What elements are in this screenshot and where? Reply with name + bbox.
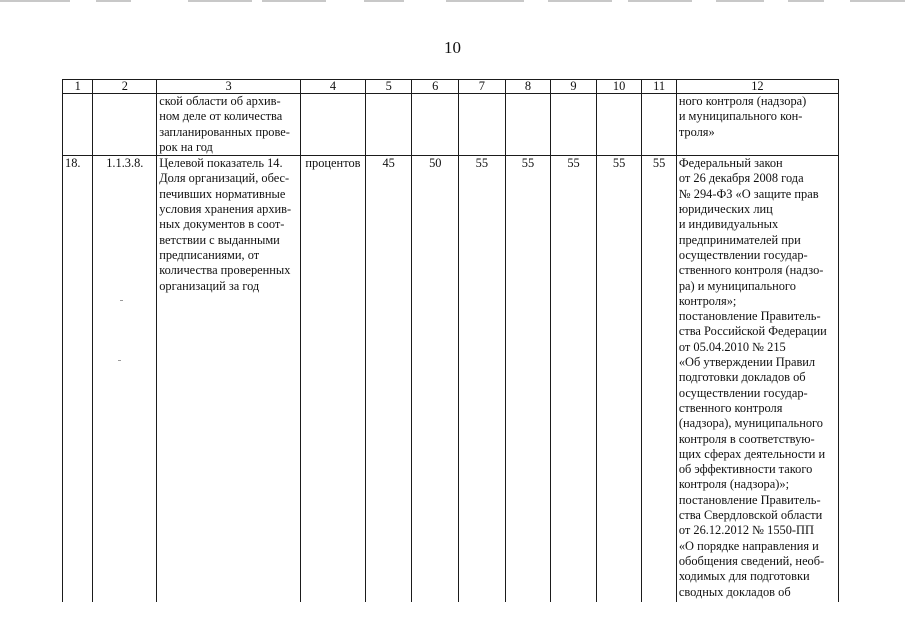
scan-edge-mark bbox=[262, 0, 326, 2]
text-line: контроля (надзора)»; bbox=[678, 477, 790, 492]
text-line: Федеральный закон bbox=[678, 156, 783, 171]
table-cell bbox=[63, 94, 93, 156]
text-line: от 05.04.2010 № 215 bbox=[678, 339, 786, 354]
scan-edge-mark bbox=[96, 0, 131, 2]
indicator-name-cell bbox=[157, 156, 301, 602]
value-cell: 55 bbox=[596, 156, 642, 602]
table-cell bbox=[412, 94, 459, 156]
table-cell bbox=[642, 94, 676, 156]
text-line: троля» bbox=[678, 124, 715, 139]
scan-edge-mark bbox=[716, 0, 764, 2]
text-line: Доля организаций, обес- bbox=[159, 171, 290, 186]
text-line: сводных докладов об bbox=[678, 584, 791, 599]
scan-edge-mark bbox=[0, 0, 70, 2]
text-line: и муниципального кон- bbox=[678, 109, 803, 124]
header-cell: 11 bbox=[642, 80, 676, 94]
scan-edge-mark bbox=[850, 0, 905, 2]
text-line: обобщения сведений, необ- bbox=[678, 553, 825, 568]
header-cell: 12 bbox=[676, 80, 838, 94]
table-row-continuation bbox=[63, 94, 839, 156]
text-line: «Об утверждении Правил bbox=[678, 355, 816, 370]
value-cell: 55 bbox=[551, 156, 597, 602]
text-line: организаций за год bbox=[159, 278, 260, 293]
text-line: предписаниями, от bbox=[159, 247, 260, 262]
text-line: печивших нормативные bbox=[159, 186, 286, 201]
text-line: ветствии с выданными bbox=[159, 232, 280, 247]
table-header-row bbox=[63, 80, 839, 94]
text-line: ства Свердловской области bbox=[678, 508, 823, 523]
header-cell: 2 bbox=[93, 80, 157, 94]
header-cell: 7 bbox=[459, 80, 506, 94]
indicator-table bbox=[62, 79, 839, 602]
text-line: от 26 декабря 2008 года bbox=[678, 171, 804, 186]
header-cell: 8 bbox=[505, 80, 551, 94]
scan-edge-mark bbox=[188, 0, 252, 2]
text-line: Целевой показатель 14. bbox=[159, 156, 283, 171]
scan-edge-mark bbox=[628, 0, 692, 2]
table-cell bbox=[551, 94, 597, 156]
continued-indicator-name-cell bbox=[157, 94, 301, 156]
text-line: ственного контроля (надзо- bbox=[678, 263, 824, 278]
header-cell: 6 bbox=[412, 80, 459, 94]
text-line: ных документов в соот- bbox=[159, 217, 285, 232]
text-line: от 26.12.2012 № 1550-ПП bbox=[678, 523, 814, 538]
unit-cell: процентов bbox=[301, 156, 366, 602]
text-line: «О порядке направления и bbox=[678, 538, 819, 553]
text-line: рок на год bbox=[159, 139, 213, 154]
header-cell: 5 bbox=[365, 80, 412, 94]
table-row-18 bbox=[63, 156, 839, 602]
text-line: № 294-ФЗ «О защите прав bbox=[678, 186, 819, 201]
table-cell bbox=[505, 94, 551, 156]
scan-edge-mark bbox=[788, 0, 824, 2]
text-line: условия хранения архив- bbox=[159, 202, 292, 217]
scan-speck bbox=[118, 360, 121, 361]
text-line: постановление Правитель- bbox=[678, 492, 821, 507]
text-line: ства Российской Федерации bbox=[678, 324, 827, 339]
scan-edge-mark bbox=[364, 0, 404, 2]
table-cell bbox=[301, 94, 366, 156]
text-line: количества проверенных bbox=[159, 263, 291, 278]
scan-speck bbox=[120, 300, 123, 301]
table-cell bbox=[93, 94, 157, 156]
value-cell: 55 bbox=[505, 156, 551, 602]
text-line: контроля в соответствую- bbox=[678, 431, 815, 446]
text-line: щих сферах деятельности и bbox=[678, 446, 826, 461]
text-line: запланированных прове- bbox=[159, 124, 290, 139]
text-line: (надзора), муниципального bbox=[678, 416, 824, 431]
text-line: и индивидуальных bbox=[678, 217, 779, 232]
row-code-cell: 1.1.3.8. bbox=[93, 156, 157, 602]
page-number: 10 bbox=[444, 38, 461, 57]
value-cell: 50 bbox=[412, 156, 459, 602]
header-cell: 3 bbox=[157, 80, 301, 94]
table-cell bbox=[459, 94, 506, 156]
text-line: юридических лиц bbox=[678, 202, 773, 217]
text-line: об эффективности такого bbox=[678, 462, 813, 477]
text-line: осуществлении государ- bbox=[678, 247, 808, 262]
text-line: ного контроля (надзора) bbox=[678, 94, 807, 108]
header-cell: 4 bbox=[301, 80, 366, 94]
text-line: предпринимателей при bbox=[678, 232, 801, 247]
header-cell: 9 bbox=[551, 80, 597, 94]
text-line: постановление Правитель- bbox=[678, 309, 821, 324]
value-cell: 55 bbox=[642, 156, 676, 602]
continued-source-cell bbox=[676, 94, 838, 156]
text-line: ра) и муниципального bbox=[678, 278, 796, 293]
text-line: подготовки докладов об bbox=[678, 370, 806, 385]
table-cell bbox=[596, 94, 642, 156]
header-cell: 1 bbox=[63, 80, 93, 94]
legal-source-cell bbox=[676, 156, 838, 602]
text-line: ном деле от количества bbox=[159, 109, 283, 124]
text-line: ходимых для подготовки bbox=[678, 569, 810, 584]
text-line: ственного контроля bbox=[678, 400, 783, 415]
text-line: ской области об архив- bbox=[159, 94, 281, 108]
header-cell: 10 bbox=[596, 80, 642, 94]
value-cell: 55 bbox=[459, 156, 506, 602]
value-cell: 45 bbox=[365, 156, 412, 602]
scan-edge-mark bbox=[548, 0, 612, 2]
text-line: осуществлении государ- bbox=[678, 385, 808, 400]
table-cell bbox=[365, 94, 412, 156]
row-number-cell: 18. bbox=[63, 156, 93, 602]
scan-edge-mark bbox=[446, 0, 524, 2]
text-line: контроля»; bbox=[678, 293, 737, 308]
